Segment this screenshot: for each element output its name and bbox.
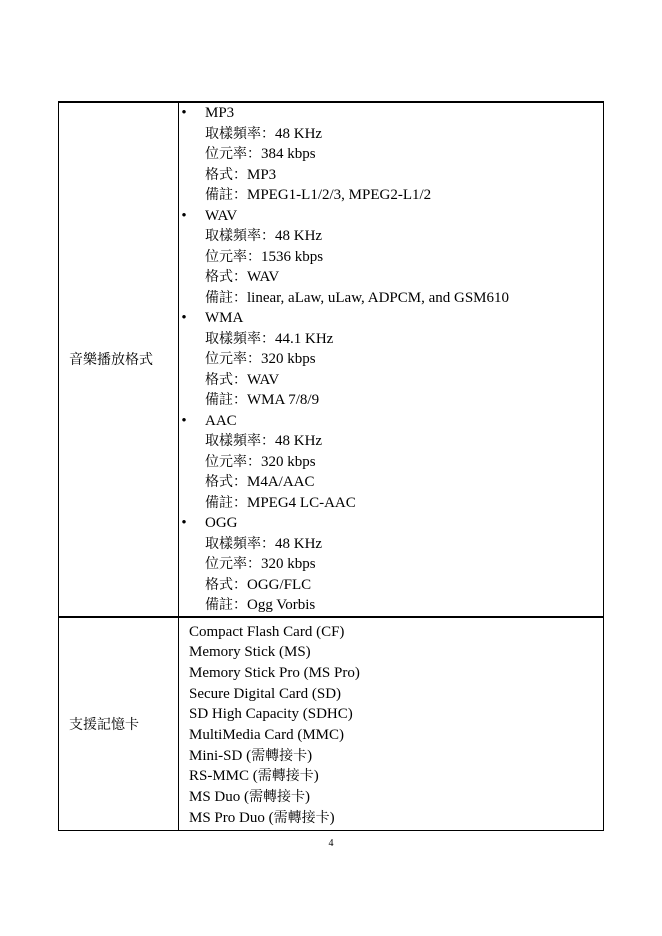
format-detail [205, 431, 603, 452]
detail-separator: ： [247, 453, 261, 470]
detail-separator: ： [233, 371, 247, 388]
detail-separator: ： [233, 576, 247, 593]
format-detail [205, 329, 603, 350]
detail-value: WAV [247, 269, 280, 285]
detail-key: 備註 [205, 289, 233, 306]
format-item [179, 513, 603, 616]
card-item [189, 622, 603, 643]
detail-key: 位元率 [205, 248, 247, 265]
detail-separator: ： [233, 289, 247, 306]
detail-value: 1536 kbps [261, 248, 324, 265]
detail-separator: ： [247, 351, 261, 367]
format-detail [205, 247, 603, 268]
detail-key: 取樣頻率 [205, 433, 261, 449]
detail-key: 格式 [205, 269, 233, 285]
card-name: MS Duo ( [189, 789, 250, 806]
format-name: AAC [205, 412, 237, 429]
detail-separator: ： [233, 166, 247, 183]
card-note-close: ) [329, 809, 335, 826]
format-list [179, 103, 603, 616]
card-list [179, 618, 603, 830]
card-note-close: ) [313, 768, 319, 785]
card-item [189, 684, 603, 705]
detail-value: OGG/FLC [247, 576, 312, 593]
card-item [189, 725, 603, 746]
card-name: Memory Stick Pro (MS Pro) [189, 664, 360, 681]
card-name: MultiMedia Card (MMC) [189, 727, 344, 744]
detail-separator: ： [233, 269, 247, 285]
format-detail [205, 288, 603, 309]
detail-key: 格式 [205, 474, 233, 490]
detail-value: MP3 [247, 166, 277, 183]
format-item [179, 103, 603, 206]
format-detail [205, 370, 603, 391]
format-detail [205, 554, 603, 575]
detail-separator: ： [247, 248, 261, 265]
detail-value: 48 KHz [275, 228, 323, 244]
detail-value: 48 KHz [275, 125, 323, 142]
format-detail [205, 267, 603, 288]
detail-separator: ： [233, 187, 247, 203]
card-name: RS-MMC ( [189, 768, 258, 785]
memory-cards-cell [179, 617, 604, 831]
bullet-icon: • [181, 310, 187, 326]
detail-separator: ： [233, 392, 247, 408]
detail-key: 格式 [205, 166, 233, 183]
detail-key: 備註 [205, 597, 233, 613]
card-note-close: ) [305, 789, 311, 806]
bullet-icon: • [181, 515, 187, 531]
format-detail [205, 226, 603, 247]
spec-table [58, 101, 604, 831]
detail-separator: ： [261, 125, 275, 142]
detail-key: 位元率 [205, 556, 247, 572]
card-item [189, 787, 603, 808]
memory-cards-label: 支援記憶卡 [59, 617, 179, 831]
detail-separator: ： [233, 474, 247, 490]
format-item [179, 206, 603, 309]
detail-separator: ： [233, 597, 247, 613]
format-detail [205, 165, 603, 186]
detail-key: 備註 [205, 392, 233, 408]
detail-value: 320 kbps [261, 351, 316, 367]
detail-value: MPEG1-L1/2/3, MPEG2-L1/2 [247, 187, 432, 203]
format-name: OGG [205, 515, 238, 531]
card-name: MS Pro Duo ( [189, 809, 274, 826]
format-detail [205, 390, 603, 411]
format-item [179, 411, 603, 514]
detail-value: linear, aLaw, uLaw, ADPCM, and GSM610 [247, 289, 510, 306]
format-detail [205, 144, 603, 165]
detail-key: 格式 [205, 371, 233, 388]
detail-value: M4A/AAC [247, 474, 315, 490]
format-name: MP3 [205, 105, 235, 121]
table-row-memory-cards [59, 617, 604, 831]
detail-value: 320 kbps [261, 453, 316, 470]
detail-separator: ： [247, 556, 261, 572]
card-name: SD High Capacity (SDHC) [189, 706, 353, 723]
detail-value: 48 KHz [275, 535, 323, 552]
card-name: Compact Flash Card (CF) [189, 623, 345, 640]
card-name: Mini-SD ( [189, 747, 252, 764]
detail-separator: ： [233, 494, 247, 511]
card-item [189, 808, 603, 829]
detail-key: 位元率 [205, 351, 247, 367]
detail-separator: ： [247, 146, 261, 162]
format-detail [205, 349, 603, 370]
format-item [179, 308, 603, 411]
bullet-icon: • [181, 105, 187, 121]
detail-key: 取樣頻率 [205, 535, 261, 552]
format-detail [205, 472, 603, 493]
card-note: 需轉接卡 [249, 789, 306, 806]
music-formats-label: 音樂播放格式 [59, 102, 179, 617]
detail-separator: ： [261, 330, 275, 347]
detail-key: 取樣頻率 [205, 330, 261, 347]
card-note: 需轉接卡 [273, 809, 330, 826]
bullet-icon: • [181, 207, 187, 224]
detail-value: 48 KHz [275, 433, 323, 449]
detail-key: 取樣頻率 [205, 125, 261, 142]
detail-key: 備註 [205, 494, 233, 511]
detail-separator: ： [261, 433, 275, 449]
format-detail [205, 534, 603, 555]
card-item [189, 663, 603, 684]
card-item [189, 704, 603, 725]
detail-value: WMA 7/8/9 [247, 392, 320, 408]
card-note: 需轉接卡 [251, 747, 308, 764]
page-number: 4 [328, 838, 334, 849]
detail-value: Ogg Vorbis [247, 597, 316, 613]
detail-key: 備註 [205, 187, 233, 203]
format-detail [205, 493, 603, 514]
detail-value: 384 kbps [261, 146, 316, 162]
detail-value: MPEG4 LC-AAC [247, 494, 356, 511]
format-detail [205, 575, 603, 596]
format-detail [205, 452, 603, 473]
detail-separator: ： [261, 228, 275, 244]
music-formats-cell [179, 102, 604, 617]
bullet-icon: • [181, 412, 187, 429]
detail-value: WAV [247, 371, 280, 388]
format-detail [205, 595, 603, 616]
detail-value: 320 kbps [261, 556, 316, 572]
detail-key: 位元率 [205, 146, 247, 162]
card-item [189, 642, 603, 663]
table-row-music-formats [59, 102, 604, 617]
detail-separator: ： [261, 535, 275, 552]
format-name: WMA [205, 310, 244, 326]
format-detail [205, 124, 603, 145]
card-item [189, 746, 603, 767]
detail-value: 44.1 KHz [275, 330, 334, 347]
card-name: Secure Digital Card (SD) [189, 685, 342, 702]
card-note-close: ) [307, 747, 313, 764]
detail-key: 位元率 [205, 453, 247, 470]
card-name: Memory Stick (MS) [189, 644, 311, 661]
format-name: WAV [205, 207, 238, 224]
detail-key: 格式 [205, 576, 233, 593]
format-detail [205, 185, 603, 206]
card-note: 需轉接卡 [257, 768, 314, 785]
detail-key: 取樣頻率 [205, 228, 261, 244]
card-item [189, 766, 603, 787]
